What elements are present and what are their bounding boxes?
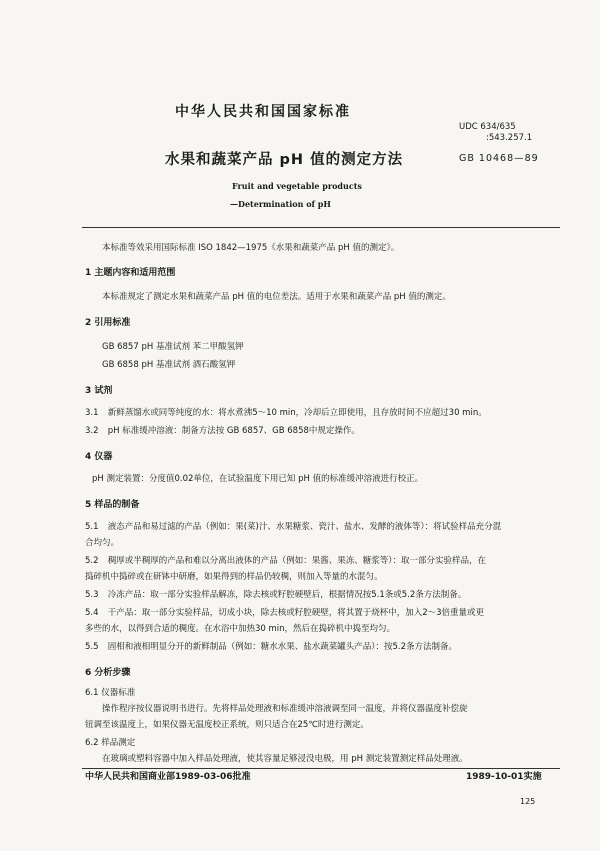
udc-code-line2: :543.257.1 <box>486 133 533 143</box>
reference-gb6857: GB 6857 pH 基准试剂 苯二甲酸氢钾 <box>102 342 244 352</box>
effective-date: 1989-10-01实施 <box>466 772 542 782</box>
clause-number: 3.1 <box>85 408 99 418</box>
english-title-line2: —Determination of pH <box>230 199 331 209</box>
clause-text: 新鲜蒸馏水或同等纯度的水：将水煮沸5～10 min，冷却后立即使用，且存放时间不应超过30 min。 <box>107 408 487 418</box>
english-title-line1: Fruit and vegetable products <box>232 181 362 191</box>
intro-paragraph: 本标准等效采用国际标准 ISO 1842—1975《水果和蔬菜产品 pH 值的测定》。 <box>102 243 400 253</box>
document-title: 水果和蔬菜产品 pH 值的测定方法 <box>165 152 404 168</box>
reference-gb6858: GB 6858 pH 基准试剂 酒石酸氢钾 <box>102 360 236 370</box>
page-number: 125 <box>520 797 536 806</box>
section-3-heading: 3 试剂 <box>85 386 113 396</box>
clause-5-2 <box>85 556 486 567</box>
section-1-heading: 1 主题内容和适用范围 <box>85 268 176 278</box>
clause-text: 干产品：取一部分实验样品，切成小块，除去核或籽腔硬壁，将其置于烧杯中，加入2～3倍重量或更 <box>107 608 485 618</box>
clause-5-3 <box>85 590 466 601</box>
section-4-heading: 4 仪器 <box>85 452 113 462</box>
subsection-6-1-heading: 6.1 仪器标准 <box>85 688 136 698</box>
clause-text: pH 标准缓冲溶液：制备方法按 GB 6857、GB 6858中规定操作。 <box>107 426 360 436</box>
clause-number: 5.1 <box>85 522 99 532</box>
section-4-body: pH 测定装置：分度值0.02单位，在试验温度下用已知 pH 值的标准缓冲溶液进行校正。 <box>92 474 424 484</box>
top-divider <box>82 227 560 228</box>
section-1-body: 本标准规定了测定水果和蔬菜产品 pH 值的电位差法。适用于水果和蔬菜产品 pH 值的测定。 <box>102 292 451 302</box>
clause-number: 5.5 <box>85 642 99 652</box>
subsection-6-1-cont: 钮调至该温度上，如果仪器无温度校正系统，则只适合在25℃时进行测定。 <box>85 720 369 730</box>
clause-number: 5.3 <box>85 590 99 600</box>
clause-5-2-cont: 捣碎机中捣碎或在研钵中研磨，如果得到的样品仍较稠，则加入等量的水混匀。 <box>85 572 383 582</box>
clause-text: 液态产品和易过滤的产品（例如：果(菜)汁、水果糖浆、瓷汁、盐水、发酵的液体等）：将试验样品充分混 <box>107 522 502 532</box>
section-2-heading: 2 引用标准 <box>85 318 131 328</box>
subsection-6-2-body: 在玻璃或塑料容器中加入样品处理液，使其容量足够浸没电极，用 pH 测定装置测定样品处理液。 <box>102 754 468 764</box>
clause-text: 固相和液相明显分开的新鲜制品（例如：糖水水果、盐水蔬菜罐头产品）：按5.2条方法制备。 <box>107 642 457 652</box>
clause-5-5 <box>85 642 457 653</box>
clause-5-4 <box>85 608 484 619</box>
clause-text: 稠厚或半稠厚的产品和难以分离出液体的产品（例如：果酱、果冻、糖浆等）：取一部分实验样品，在 <box>107 556 486 566</box>
clause-3-1 <box>85 408 487 419</box>
section-6-heading: 6 分析步骤 <box>85 668 131 678</box>
clause-5-1 <box>85 522 501 533</box>
clause-5-1-cont: 合均匀。 <box>85 538 120 548</box>
footer-divider <box>82 768 560 769</box>
clause-3-2 <box>85 426 360 437</box>
udc-code-line1: UDC 634/635 <box>459 122 516 132</box>
clause-number: 3.2 <box>85 426 99 436</box>
clause-5-4-cont: 多些的水，以得到合适的稠度。在水浴中加热30 min，然后在捣碎机中捣至均匀。 <box>85 624 396 634</box>
standard-title: 中华人民共和国国家标准 <box>175 104 351 120</box>
clause-number: 5.4 <box>85 608 99 618</box>
clause-text: 冷冻产品：取一部分实验样品解冻，除去核或籽腔硬壁后，根据情况按5.1条或5.2条方法制备。 <box>107 590 467 600</box>
subsection-6-1-body: 操作程序按仪器说明书进行。先将样品处理液和标准缓冲溶液调至同一温度，并将仪器温度补偿旋 <box>102 704 468 714</box>
gb-number: GB 10468—89 <box>459 153 539 164</box>
subsection-6-2-heading: 6.2 样品测定 <box>85 738 136 748</box>
approval-line: 中华人民共和国商业部1989-03-06批准 <box>85 772 251 782</box>
section-5-heading: 5 样品的制备 <box>85 500 140 510</box>
clause-number: 5.2 <box>85 556 99 566</box>
